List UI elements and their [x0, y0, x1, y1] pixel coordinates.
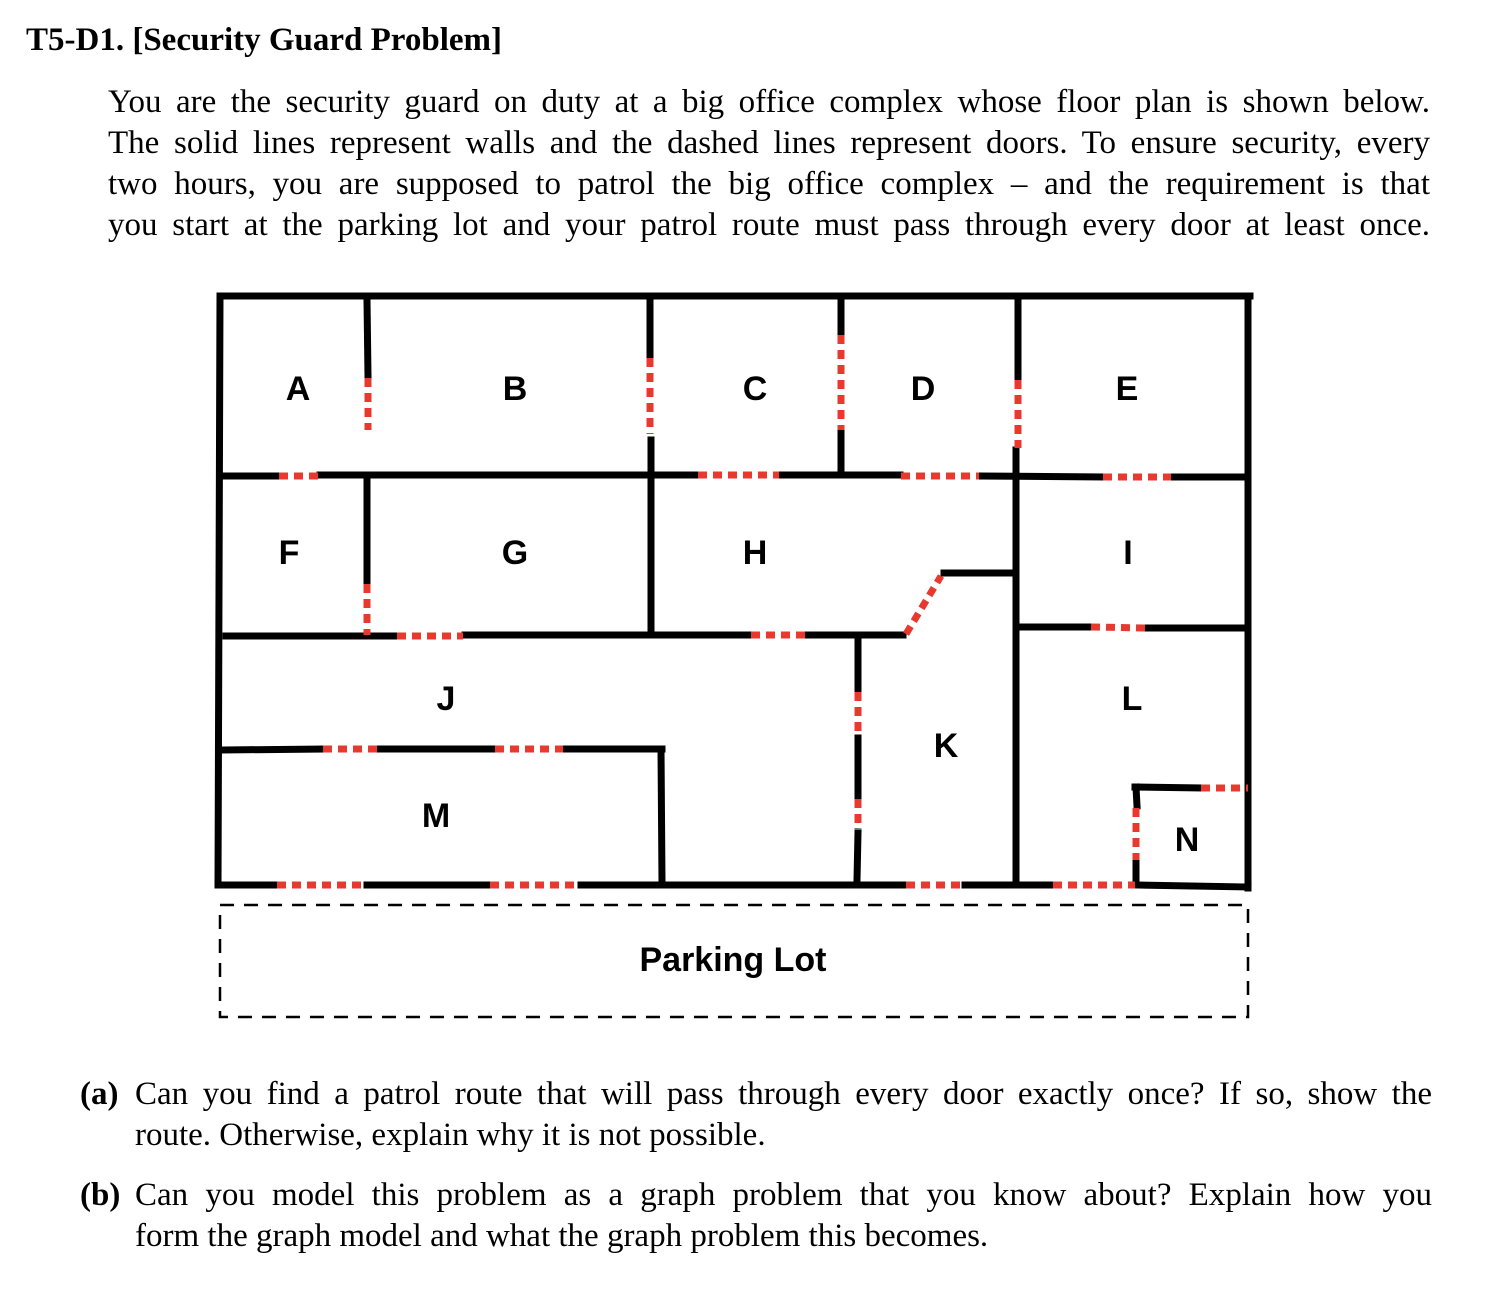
question-line: Can you model this problem as a graph problem that you know about? Explain how you — [135, 1177, 1432, 1213]
door-i-l — [1091, 627, 1146, 628]
wall — [224, 749, 322, 750]
room-label-e: E — [1115, 370, 1139, 408]
room-label-b: B — [502, 370, 528, 408]
question-a — [80, 1074, 1432, 1156]
room-label-m: M — [421, 797, 451, 835]
wall — [857, 832, 858, 880]
room-label-k: K — [933, 727, 959, 765]
room-label-f: F — [278, 534, 300, 572]
question-label: (b) — [80, 1177, 121, 1213]
room-label-d: D — [910, 370, 936, 408]
room-label-a: A — [285, 370, 311, 408]
wall — [1135, 787, 1200, 788]
wall — [1136, 885, 1248, 887]
question-label: (a) — [80, 1076, 119, 1112]
intro-line: two hours, you are supposed to patrol the big office complex – and the requirement is that — [108, 166, 1430, 202]
problem-title: T5-D1. [Security Guard Problem] — [26, 22, 503, 58]
wall — [367, 300, 368, 376]
room-label-j: J — [436, 680, 456, 718]
room-label-l: L — [1121, 680, 1143, 718]
wall — [661, 749, 662, 882]
question-line: route. Otherwise, explain why it is not possible. — [135, 1117, 766, 1153]
room-label-n: N — [1174, 821, 1200, 859]
wall — [980, 476, 1102, 477]
room-label-c: C — [742, 370, 768, 408]
door-h-k — [906, 576, 941, 634]
question-line: Can you find a patrol route that will pass through every door exactly once? If so, show the — [135, 1076, 1432, 1112]
room-label-h: H — [742, 534, 768, 572]
question-b — [80, 1175, 1432, 1257]
wall — [218, 296, 220, 885]
walls — [218, 296, 1250, 888]
parking-lot-label: Parking Lot — [639, 941, 827, 979]
question-line: form the graph model and what the graph problem this becomes. — [135, 1218, 989, 1254]
wall — [1136, 787, 1137, 806]
intro-line: You are the security guard on duty at a big office complex whose floor plan is shown below. — [108, 84, 1430, 120]
room-label-i: I — [1123, 534, 1133, 572]
room-label-g: G — [501, 534, 529, 572]
intro-line: you start at the parking lot and your patrol route must pass through every door at least once. — [108, 207, 1430, 243]
intro-line: The solid lines represent walls and the dashed lines represent doors. To ensure security, every — [108, 125, 1430, 161]
